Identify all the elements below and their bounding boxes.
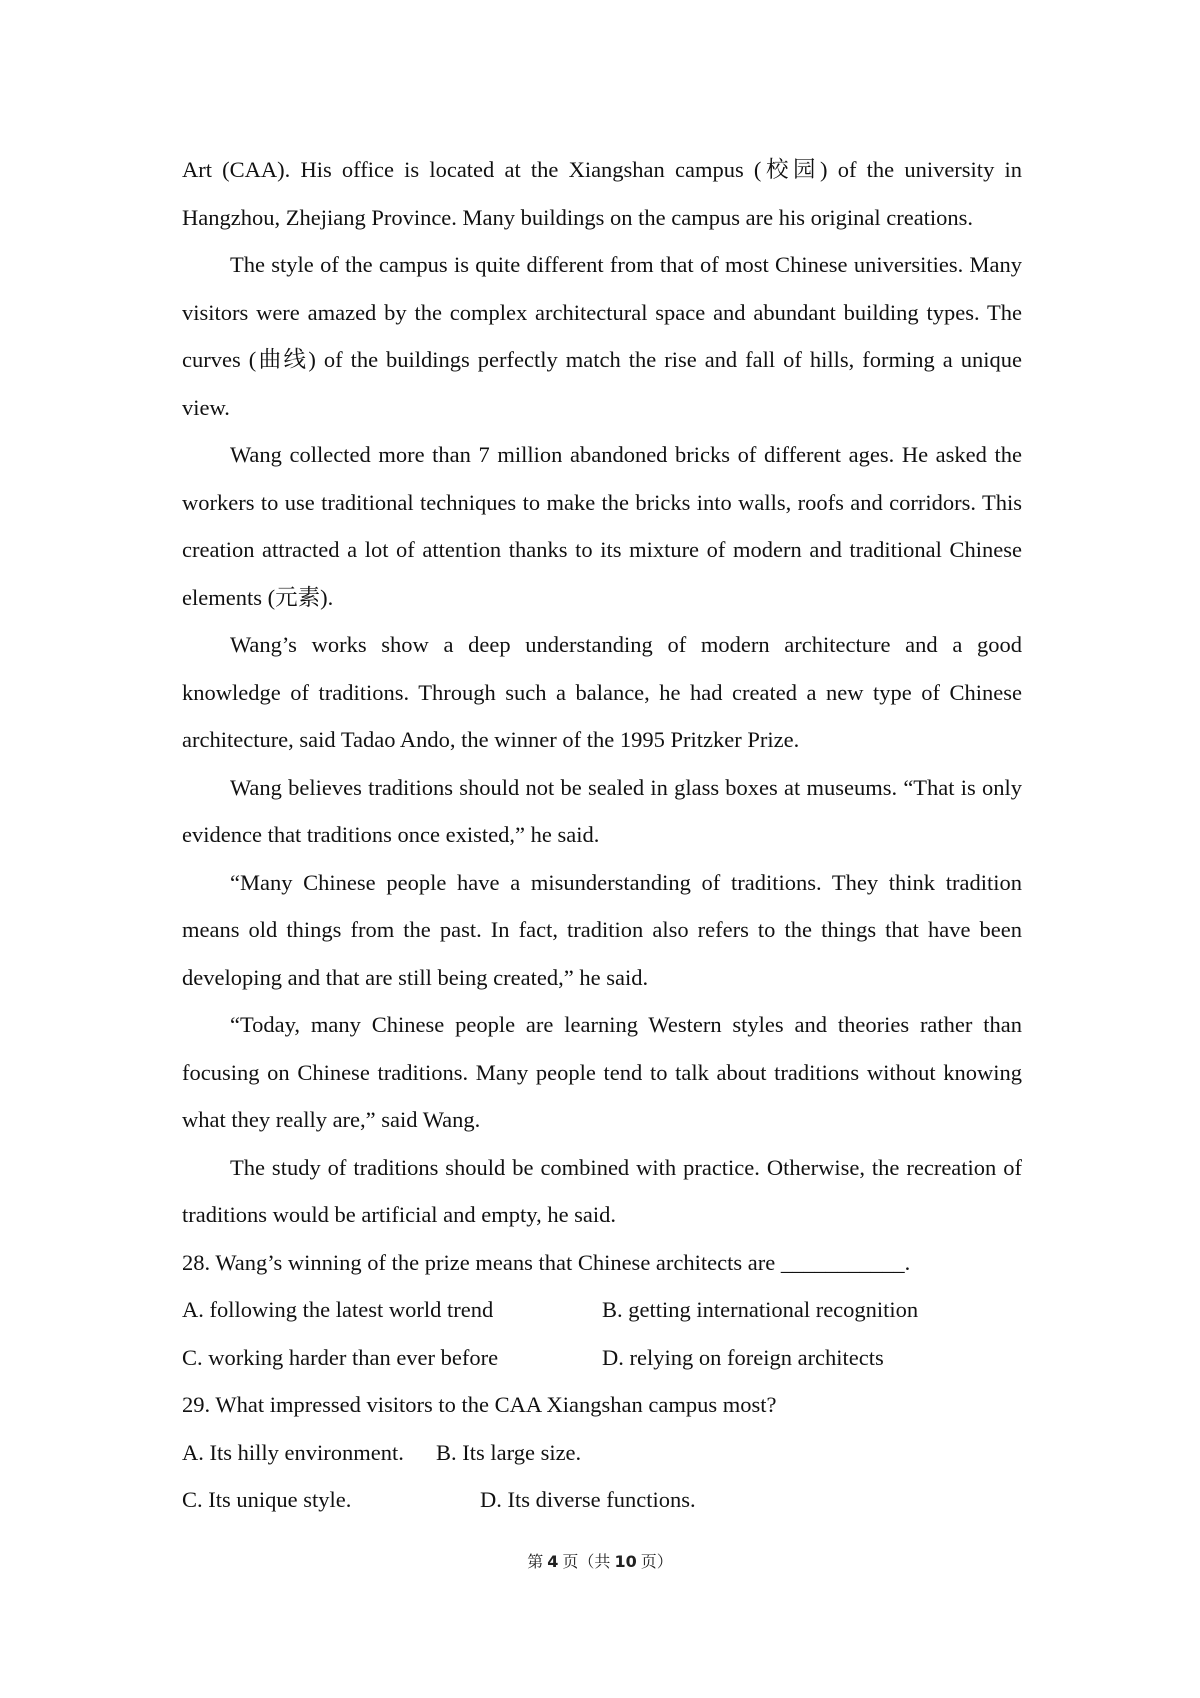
footer-total-pages: 10 bbox=[614, 1552, 637, 1571]
option-c: C. Its unique style. bbox=[182, 1487, 352, 1512]
option-a: A. Its hilly environment. bbox=[182, 1439, 404, 1465]
option-b: B. getting international recognition bbox=[602, 1297, 919, 1322]
passage-paragraph-2: The style of the campus is quite different from that of most Chinese universities. Many visitors were amazed by the complex architectural space and abundant building types. The curves (曲线) of the buildings perfectly match the rise and fall of hills, forming a unique view. bbox=[182, 252, 1022, 420]
option-row bbox=[182, 1286, 1022, 1334]
passage-paragraph-3: Wang collected more than 7 million abandoned bricks of different ages. He asked the workers to use traditional techniques to make the bricks into walls, roofs and corridors. This creation attracted a lot of attention thanks to its mixture of modern and traditional Chinese elements (元素). bbox=[182, 442, 1022, 610]
passage-paragraph-7: “Today, many Chinese people are learning Western styles and theories rather than focusing on Chinese traditions. Many people tend to talk about traditions without knowing what they really are,” said Wang. bbox=[182, 1012, 1022, 1132]
question-29 bbox=[182, 1381, 1022, 1524]
option-b: B. Its large size. bbox=[436, 1439, 582, 1465]
footer-prefix: 第 bbox=[527, 1552, 544, 1571]
option-a: A. following the latest world trend bbox=[182, 1297, 494, 1322]
passage-content bbox=[182, 146, 1022, 1524]
option-c: C. working harder than ever before bbox=[182, 1344, 499, 1370]
passage-paragraph-5: Wang believes traditions should not be sealed in glass boxes at museums. “That is only evidence that traditions once existed,” he said. bbox=[182, 774, 1022, 847]
passage-paragraph-1: Art (CAA). His office is located at the Xiangshan campus (校园) of the university in Hangzhou, Zhejiang Province. Many buildings on the campus are his original creations. bbox=[182, 157, 1022, 230]
passage-paragraph-4: Wang’s works show a deep understanding of modern architecture and a good knowledge of traditions. Through such a balance, he had created a new type of Chinese architecture, said Tadao Ando, the winner of the 1995 Pritzker Prize. bbox=[182, 632, 1022, 752]
footer-page-number: 4 bbox=[547, 1552, 559, 1571]
passage-paragraph-6: “Many Chinese people have a misunderstanding of traditions. They think tradition means old things from the past. In fact, tradition also refers to the things that have been developing and that are still being created,” he said. bbox=[182, 869, 1022, 990]
footer-suffix: 页） bbox=[640, 1552, 673, 1571]
question-stem: 29. What impressed visitors to the CAA Xiangshan campus most? bbox=[182, 1392, 777, 1417]
option-d: D. relying on foreign architects bbox=[602, 1344, 884, 1370]
option-row bbox=[182, 1429, 1022, 1477]
footer-middle: 页（共 bbox=[562, 1552, 611, 1571]
passage-paragraph-8: The study of traditions should be combined with practice. Otherwise, the recreation of traditions would be artificial and empty, he said. bbox=[182, 1154, 1022, 1227]
page-footer bbox=[0, 1552, 1200, 1572]
option-row bbox=[182, 1476, 1022, 1524]
option-row bbox=[182, 1334, 1022, 1382]
question-stem: 28. Wang’s winning of the prize means that Chinese architects are ___________. bbox=[182, 1249, 911, 1275]
option-d: D. Its diverse functions. bbox=[480, 1487, 696, 1512]
question-28 bbox=[182, 1239, 1022, 1382]
